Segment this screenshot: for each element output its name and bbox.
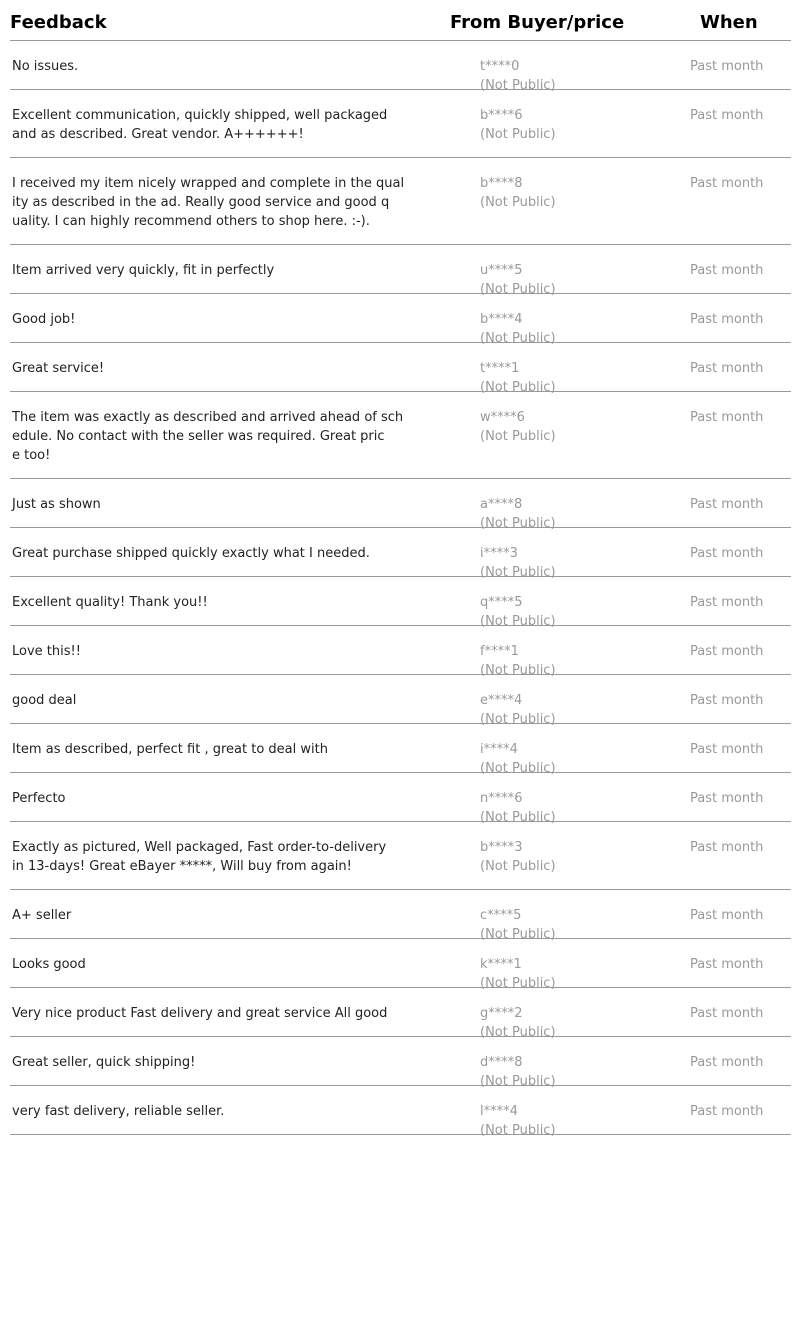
buyer-id: b****4 bbox=[480, 312, 523, 327]
when-cell: Past month bbox=[690, 791, 764, 806]
feedback-text: Excellent communication, quickly shipped, well packaged and as described. Great vendor. A++++++! bbox=[12, 108, 388, 142]
table-row bbox=[10, 294, 791, 346]
price-privacy: (Not Public) bbox=[480, 78, 556, 93]
table-row bbox=[10, 988, 791, 1040]
feedback-text: No issues. bbox=[12, 59, 79, 74]
feedback-text: Good job! bbox=[12, 312, 76, 327]
buyer-id: u****5 bbox=[480, 263, 523, 278]
buyer-cell bbox=[480, 838, 556, 876]
table-row bbox=[10, 773, 791, 825]
buyer-id: k****1 bbox=[480, 957, 522, 972]
buyer-id: b****3 bbox=[480, 840, 523, 855]
price-privacy: (Not Public) bbox=[480, 195, 556, 210]
when-cell: Past month bbox=[690, 497, 764, 512]
price-privacy: (Not Public) bbox=[480, 429, 556, 444]
table-header bbox=[10, 0, 791, 41]
table-row bbox=[10, 939, 791, 991]
price-privacy: (Not Public) bbox=[480, 1025, 556, 1040]
table-row bbox=[10, 1086, 791, 1138]
feedback-text: Great service! bbox=[12, 361, 105, 376]
table-row bbox=[10, 479, 791, 531]
when-cell: Past month bbox=[690, 176, 764, 191]
price-privacy: (Not Public) bbox=[480, 927, 556, 942]
price-privacy: (Not Public) bbox=[480, 859, 556, 874]
table-row bbox=[10, 626, 791, 678]
price-privacy: (Not Public) bbox=[480, 331, 556, 346]
table-row bbox=[10, 528, 791, 580]
buyer-cell bbox=[480, 408, 556, 446]
feedback-text: Looks good bbox=[12, 957, 86, 972]
buyer-id: b****8 bbox=[480, 176, 523, 191]
feedback-text: Item as described, perfect fit , great to deal with bbox=[12, 742, 328, 757]
feedback-text: very fast delivery, reliable seller. bbox=[12, 1104, 225, 1119]
when-cell: Past month bbox=[690, 546, 764, 561]
when-cell: Past month bbox=[690, 263, 764, 278]
price-privacy: (Not Public) bbox=[480, 663, 556, 678]
table-row bbox=[10, 724, 791, 776]
when-cell: Past month bbox=[690, 595, 764, 610]
price-privacy: (Not Public) bbox=[480, 712, 556, 727]
feedback-text: I received my item nicely wrapped and complete in the qual ity as described in the ad. Really good service and good q uality. I can highly recommend others to shop here. :-). bbox=[12, 176, 405, 229]
price-privacy: (Not Public) bbox=[480, 976, 556, 991]
feedback-text: A+ seller bbox=[12, 908, 72, 923]
table-row bbox=[10, 822, 791, 890]
feedback-column-header: Feedback bbox=[10, 12, 107, 33]
when-cell: Past month bbox=[690, 908, 764, 923]
buyer-id: b****6 bbox=[480, 108, 523, 123]
table-row bbox=[10, 158, 791, 245]
when-cell: Past month bbox=[690, 108, 764, 123]
price-privacy: (Not Public) bbox=[480, 810, 556, 825]
price-privacy: (Not Public) bbox=[480, 565, 556, 580]
buyer-id: g****2 bbox=[480, 1006, 523, 1021]
buyer-id: t****0 bbox=[480, 59, 520, 74]
feedback-text: Love this!! bbox=[12, 644, 81, 659]
table-row bbox=[10, 41, 791, 93]
price-privacy: (Not Public) bbox=[480, 380, 556, 395]
price-privacy: (Not Public) bbox=[480, 1074, 556, 1089]
when-cell: Past month bbox=[690, 957, 764, 972]
buyer-id: i****3 bbox=[480, 546, 518, 561]
when-cell: Past month bbox=[690, 361, 764, 376]
buyer-cell bbox=[480, 174, 556, 212]
table-row bbox=[10, 90, 791, 158]
buyer-id: a****8 bbox=[480, 497, 523, 512]
feedback-table bbox=[10, 0, 791, 1138]
when-cell: Past month bbox=[690, 1104, 764, 1119]
table-row bbox=[10, 577, 791, 629]
feedback-text: Great seller, quick shipping! bbox=[12, 1055, 196, 1070]
price-privacy: (Not Public) bbox=[480, 516, 556, 531]
feedback-text: good deal bbox=[12, 693, 77, 708]
buyer-cell bbox=[480, 106, 556, 144]
price-privacy: (Not Public) bbox=[480, 614, 556, 629]
table-row bbox=[10, 343, 791, 395]
buyer-id: n****6 bbox=[480, 791, 523, 806]
buyer-id: i****4 bbox=[480, 742, 518, 757]
buyer-cell bbox=[480, 1102, 556, 1140]
buyer-id: l****4 bbox=[480, 1104, 518, 1119]
buyer-id: q****5 bbox=[480, 595, 523, 610]
feedback-text: Perfecto bbox=[12, 791, 66, 806]
when-cell: Past month bbox=[690, 840, 764, 855]
table-row bbox=[10, 675, 791, 727]
price-privacy: (Not Public) bbox=[480, 127, 556, 142]
feedback-text: Item arrived very quickly, fit in perfectly bbox=[12, 263, 275, 278]
when-cell: Past month bbox=[690, 693, 764, 708]
when-cell: Past month bbox=[690, 410, 764, 425]
feedback-text: Very nice product Fast delivery and great service All good bbox=[12, 1006, 388, 1021]
buyer-id: f****1 bbox=[480, 644, 519, 659]
when-cell: Past month bbox=[690, 644, 764, 659]
when-cell: Past month bbox=[690, 1055, 764, 1070]
buyer-id: w****6 bbox=[480, 410, 525, 425]
feedback-text: Just as shown bbox=[12, 497, 101, 512]
table-row bbox=[10, 392, 791, 479]
when-cell: Past month bbox=[690, 1006, 764, 1021]
when-cell: Past month bbox=[690, 312, 764, 327]
price-privacy: (Not Public) bbox=[480, 282, 556, 297]
feedback-text: Great purchase shipped quickly exactly what I needed. bbox=[12, 546, 370, 561]
table-row bbox=[10, 890, 791, 942]
feedback-text: Exactly as pictured, Well packaged, Fast order-to-delivery in 13-days! Great eBayer *****, Will buy from again! bbox=[12, 840, 387, 874]
when-cell: Past month bbox=[690, 59, 764, 74]
buyer-column-header: From Buyer/price bbox=[450, 12, 625, 33]
feedback-text: The item was exactly as described and arrived ahead of sch edule. No contact with the seller was required. Great pric e too! bbox=[12, 410, 404, 463]
when-column-header: When bbox=[700, 12, 758, 33]
buyer-id: e****4 bbox=[480, 693, 523, 708]
buyer-id: t****1 bbox=[480, 361, 520, 376]
price-privacy: (Not Public) bbox=[480, 1123, 556, 1138]
price-privacy: (Not Public) bbox=[480, 761, 556, 776]
feedback-text: Excellent quality! Thank you!! bbox=[12, 595, 208, 610]
table-row bbox=[10, 245, 791, 297]
when-cell: Past month bbox=[690, 742, 764, 757]
table-row bbox=[10, 1037, 791, 1089]
buyer-id: c****5 bbox=[480, 908, 522, 923]
buyer-id: d****8 bbox=[480, 1055, 523, 1070]
